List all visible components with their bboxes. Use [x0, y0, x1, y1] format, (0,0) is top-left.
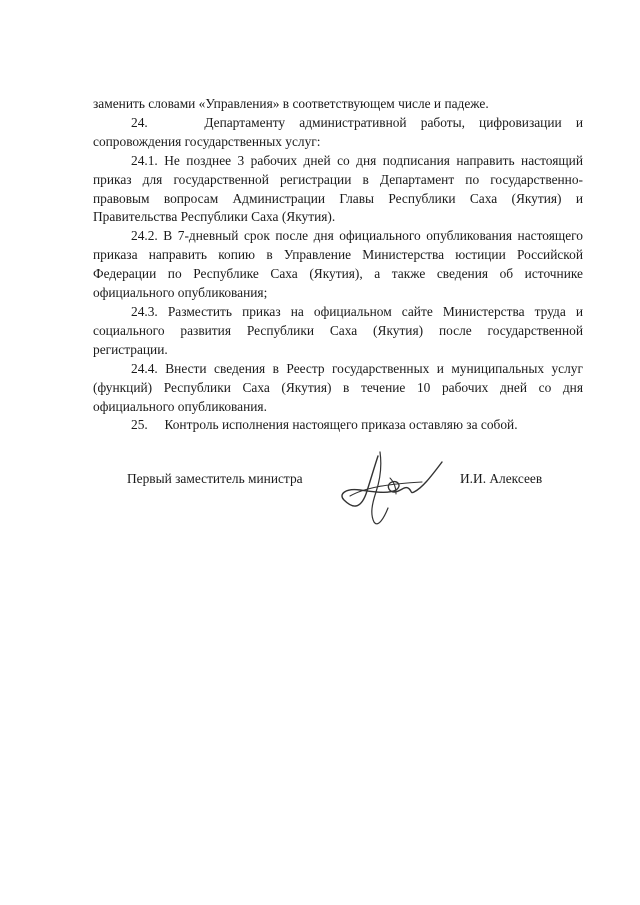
- paragraph-24-2: 24.2. В 7-дневный срок после дня официального опубликования настоящего приказа направить копию в Управление Министерства юстиции Российской Федерации по Республике Саха (Якутия), а также сведения об источнике официального опубликования;: [93, 228, 583, 301]
- signatory-name: И.И. Алексеев: [460, 471, 543, 486]
- signatory-position: Первый заместитель министра: [127, 471, 303, 486]
- paragraph-25: 25. Контроль исполнения настоящего приказа оставляю за собой.: [131, 417, 518, 433]
- paragraph-continuation: заменить словами «Управления» в соответствующем числе и падеже.: [93, 96, 489, 111]
- handwritten-signature: [330, 448, 450, 538]
- paragraph-24-1: 24.1. Не позднее 3 рабочих дней со дня подписания направить настоящий приказ для государственной регистрации в Департамент по государственно-правовым вопросам Администрации Главы Республики Саха (Якутия) и Правительства Республики Саха (Якутия).: [93, 152, 583, 225]
- paragraph-24: 24. Департаменту административной работы, цифровизации и сопровождения государственных услуг:: [93, 114, 583, 149]
- paragraph-24-4: 24.4. Внести сведения в Реестр государственных и муниципальных услуг (функций) Республики Саха (Якутия) в течение 10 рабочих дней со дня официального опубликования.: [93, 360, 583, 414]
- document-body: [93, 95, 583, 435]
- paragraph-24-3: 24.3. Разместить приказ на официальном сайте Министерства труда и социального развития Республики Саха (Якутия) после государственной регистрации.: [93, 303, 583, 357]
